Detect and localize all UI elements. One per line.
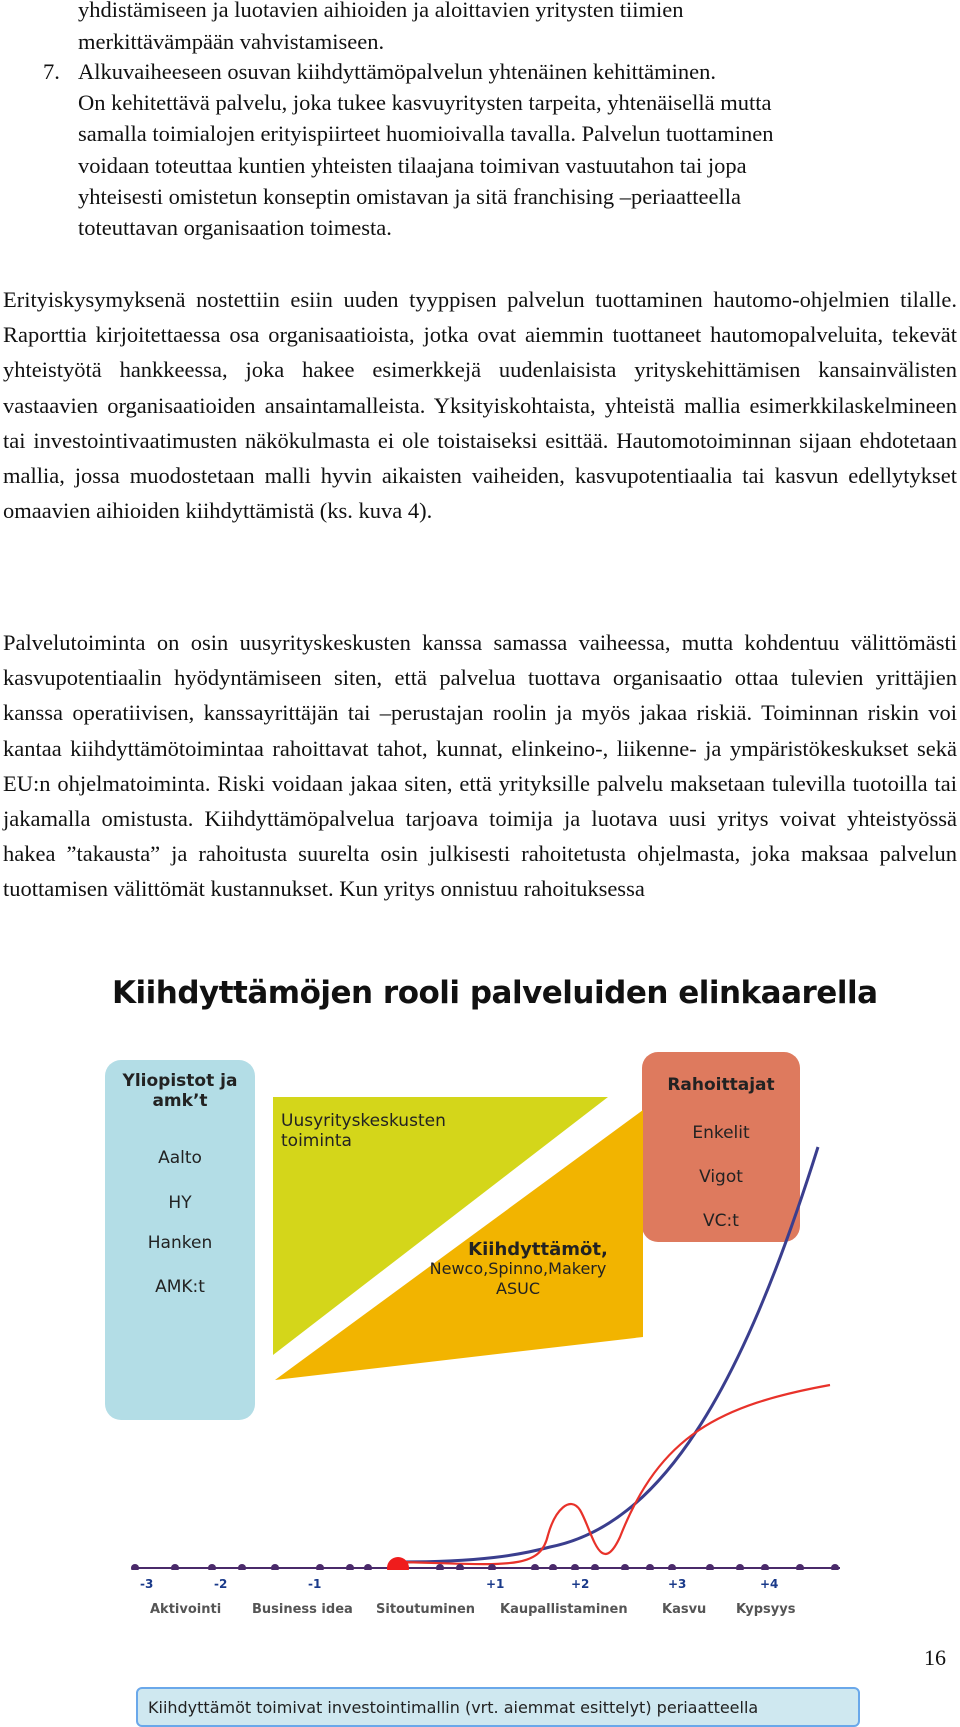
list-item-6-line-1: yhdistämiseen ja luotavien aihioiden ja aloittavien yritysten tiimien [78,0,684,22]
tick-minus-3: -3 [140,1577,154,1591]
kiihdyttamot-heading: Kiihdyttämöt, [468,1239,608,1260]
tick-minus-2: -2 [214,1577,228,1591]
list-item-7-line-3: samalla toimialojen erityispiirteet huomioivalla tavalla. Palvelun tuottaminen [78,121,774,146]
university-aalto: Aalto [158,1148,202,1168]
list-item-7-line-1: Alkuvaiheeseen osuvan kiihdyttämöpalvelun yhtenäinen kehittäminen. [78,59,716,84]
tick-plus-2: +2 [571,1577,590,1591]
red-milestone-dot [387,1557,409,1570]
page-number: 16 [924,1645,946,1670]
kiihdyttamot-line-3: ASUC [496,1279,540,1298]
stage-kypsyys: Kypsyys [736,1602,796,1617]
figure-banner [136,1687,860,1727]
financier-vc: VC:t [703,1211,739,1231]
list-item-7-line-4: voidaan toteuttaa kuntien yhteisten tilaajana toimivan vastuutahon tai jopa [78,153,747,178]
paragraph-1: Erityiskysymyksenä nostettiin esiin uuden tyyppisen palvelun tuottaminen hautomo-ohjelmien tilalle. Raporttia kirjoitettaessa osa organisaatioista, jotka ovat aiemmin tuottaneet hautomopalveluita, tekevät yhteistyötä hankkeessa, joka hakee esimerkkejä uudenlaisista yrityskehittämisen kansainvälisten vastaavien organisaatioiden ansaintamalleista. Yksityiskohtaista, yhteistä mallia esimerkkilaskelmineen tai investointivaatimusten näkökulmasta ei ole toistaiseksi esittää. Hautomotoiminnan sijaan ehdotetaan mallia, jossa muodostetaan malli hyvin aikaisten vaiheiden, kasvupotentiaalia tai kasvun edellytykset omaavien aihioiden kiihdyttämistä (ks. kuva 4). [3,287,957,524]
stage-kasvu: Kasvu [662,1602,707,1617]
financiers-heading: Rahoittajat [667,1075,775,1095]
tick-plus-1: +1 [486,1577,505,1591]
university-amk: AMK:t [155,1277,205,1297]
universities-heading-1: Yliopistot ja [122,1071,238,1091]
tick-plus-4: +4 [760,1577,779,1591]
uusyrityskeskukset-label-2: toiminta [281,1131,352,1151]
stage-aktivointi: Aktivointi [150,1602,222,1617]
red-curve [400,1385,830,1564]
financier-vigot: Vigot [699,1167,743,1187]
figure-title: Kiihdyttämöjen rooli palveluiden elinkaarella [112,975,878,1011]
tick-minus-1: -1 [308,1577,322,1591]
universities-heading-2: amk’t [152,1091,208,1111]
list-item-7-line-6: toteuttavan organisaation toimesta. [78,215,392,240]
list-item-6-line-2: merkittävämpään vahvistamiseen. [78,29,385,54]
stage-kaupallistaminen: Kaupallistaminen [500,1602,628,1617]
list-item-7-line-5: yhteisesti omistetun konseptin omistavan ja sitä franchising –periaatteella [78,184,741,209]
lifecycle-figure [100,975,878,1717]
tick-plus-3: +3 [668,1577,687,1591]
list-item-7-number: 7. [43,59,60,84]
kiihdyttamot-line-2: Newco,Spinno,Makery [429,1259,607,1278]
financier-enkelit: Enkelit [692,1123,750,1143]
university-hanken: Hanken [147,1233,213,1253]
paragraph-2: Palvelutoiminta on osin uusyrityskeskusten kanssa samassa vaiheessa, mutta kohdentuu välittömästi kasvupotentiaalin hyödyntämiseen siten, että palvelua tuottava organisaatio ottaa tulevien yrittäjien kanssa operatiivisen, kanssayrittäjän tai –perustajan roolin ja myös jakaa riskiä. Toiminnan riskin voi kantaa kiihdyttämötoimintaa rahoittavat tahot, kunnat, elinkeino-, liikenne- ja ympäristökeskukset sekä EU:n ohjelmatoiminta. Riski voidaan jakaa siten, että yrityksille palvelu maksetaan tulevilla tuotoilla tai jakamalla omistusta. Kiihdyttämöpalvelua tarjoava toimija ja luotava uusi yritys voivat yhteistyössä hakea ”takausta” ja rahoitusta suurelta osin julkisesti rahoitetusta ohjelmasta, joka maksaa palvelun tuottamisen välittömät kustannukset. Kun yritys onnistuu rahoituksessa [3,630,957,902]
banner-text: Kiihdyttämöt toimivat investointimallin (vrt. aiemmat esittelyt) periaatteella [148,1698,759,1717]
stage-business-idea: Business idea [252,1602,353,1617]
stage-sitoutuminen: Sitoutuminen [376,1602,476,1617]
list-item-7-line-2: On kehitettävä palvelu, joka tukee kasvuyritysten tarpeita, yhtenäisellä mutta [78,90,772,115]
university-hy: HY [168,1193,192,1213]
uusyrityskeskukset-label-1: Uusyrityskeskusten [281,1111,446,1131]
